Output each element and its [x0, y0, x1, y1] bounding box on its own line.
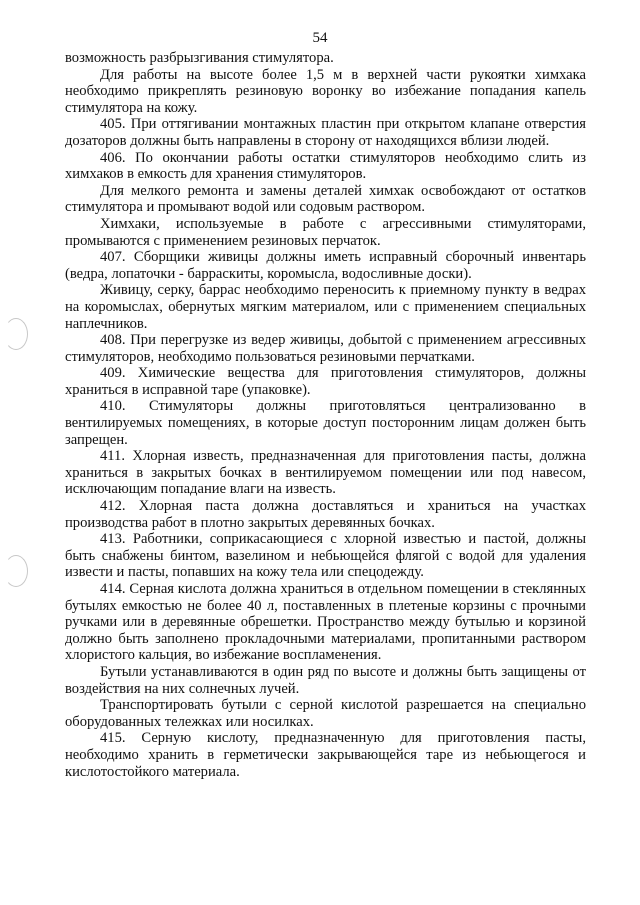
paragraph: возможность разбрызгивания стимулятора. — [65, 50, 334, 66]
paragraph: 409. Химические вещества для приготовления стимуляторов, должны храниться в исправной таре (упаковке). — [65, 365, 586, 398]
paragraph: Химхаки, используемые в работе с агрессивными стимуляторами, промываются с применением резиновых перчаток. — [65, 215, 586, 249]
paragraph: 406. По окончании работы остатки стимуляторов необходимо слить из химхаков в емкость для хранения стимуляторов. — [65, 149, 586, 183]
paragraph: 410. Стимуляторы должны приготовляться централизованно в вентилируемых помещениях, в которые доступ посторонним лицам должен быть запрещен. — [65, 398, 586, 448]
paragraph: Транспортировать бутыли с серной кислотой разрешается на специально оборудованных тележках или носилках. — [65, 697, 586, 730]
paragraph: 415. Серную кислоту, предназначенную для приготовления пасты, необходимо хранить в герметически закрывающейся таре из небьющегося и кислотостойкого материала. — [65, 730, 586, 780]
paragraph: 414. Серная кислота должна храниться в отдельном помещении в стеклянных бутылях емкостью не более 40 л, поставленных в плетеные корзины с прочными ручками или в деревянные обрешетки. Пространство между бутылью и корзиной должно быть заполнено прокладочными материалами, пропитанными раствором хлористого кальция, во избежание воспламенения. — [65, 581, 586, 664]
paragraph: 407. Сборщики живицы должны иметь исправный сборочный инвентарь (ведра, лопаточки - барраскиты, коромысла, водосливные доски). — [65, 249, 586, 282]
paragraph: 411. Хлорная известь, предназначенная для приготовления пасты, должна храниться в закрытых бочках в вентилируемом помещении или под навесом, исключающим попадание влаги на известь. — [65, 448, 586, 498]
document-body — [65, 50, 586, 780]
punch-hole-mark — [4, 555, 28, 587]
paragraph: Для работы на высоте более 1,5 м в верхней части рукоятки химхака необходимо прикреплять резиновую воронку во избежание попадания капель стимулятора на кожу. — [65, 66, 586, 116]
paragraph: Для мелкого ремонта и замены деталей химхак освобождают от остатков стимулятора и промывают водой или содовым раствором. — [65, 182, 586, 216]
paragraph: Бутыли устанавливаются в один ряд по высоте и должны быть защищены от воздействия на них солнечных лучей. — [65, 663, 586, 697]
paragraph: 413. Работники, соприкасающиеся с хлорной известью и пастой, должны быть снабжены бинтом, вазелином и небьющейся флягой с водой для удаления извести и пасты, попавших на кожу тела или спецодежду. — [65, 531, 586, 581]
paragraph: 412. Хлорная паста должна доставляться и храниться на участках производства работ в плотно закрытых деревянных бочках. — [65, 498, 586, 531]
paragraph: 405. При оттягивании монтажных пластин при открытом клапане отверстия дозаторов должны быть направлены в сторону от находящихся вблизи людей. — [65, 116, 586, 149]
page-number: 54 — [312, 30, 328, 46]
paragraph: 408. При перегрузке из ведер живицы, добытой с применением агрессивных стимуляторов, необходимо пользоваться резиновыми перчатками. — [65, 332, 586, 365]
punch-hole-mark — [4, 318, 28, 350]
paragraph: Живицу, серку, баррас необходимо переносить к приемному пункту в ведрах на коромыслах, обернутых мягким материалом, или с применением специальных наплечников. — [65, 282, 586, 332]
